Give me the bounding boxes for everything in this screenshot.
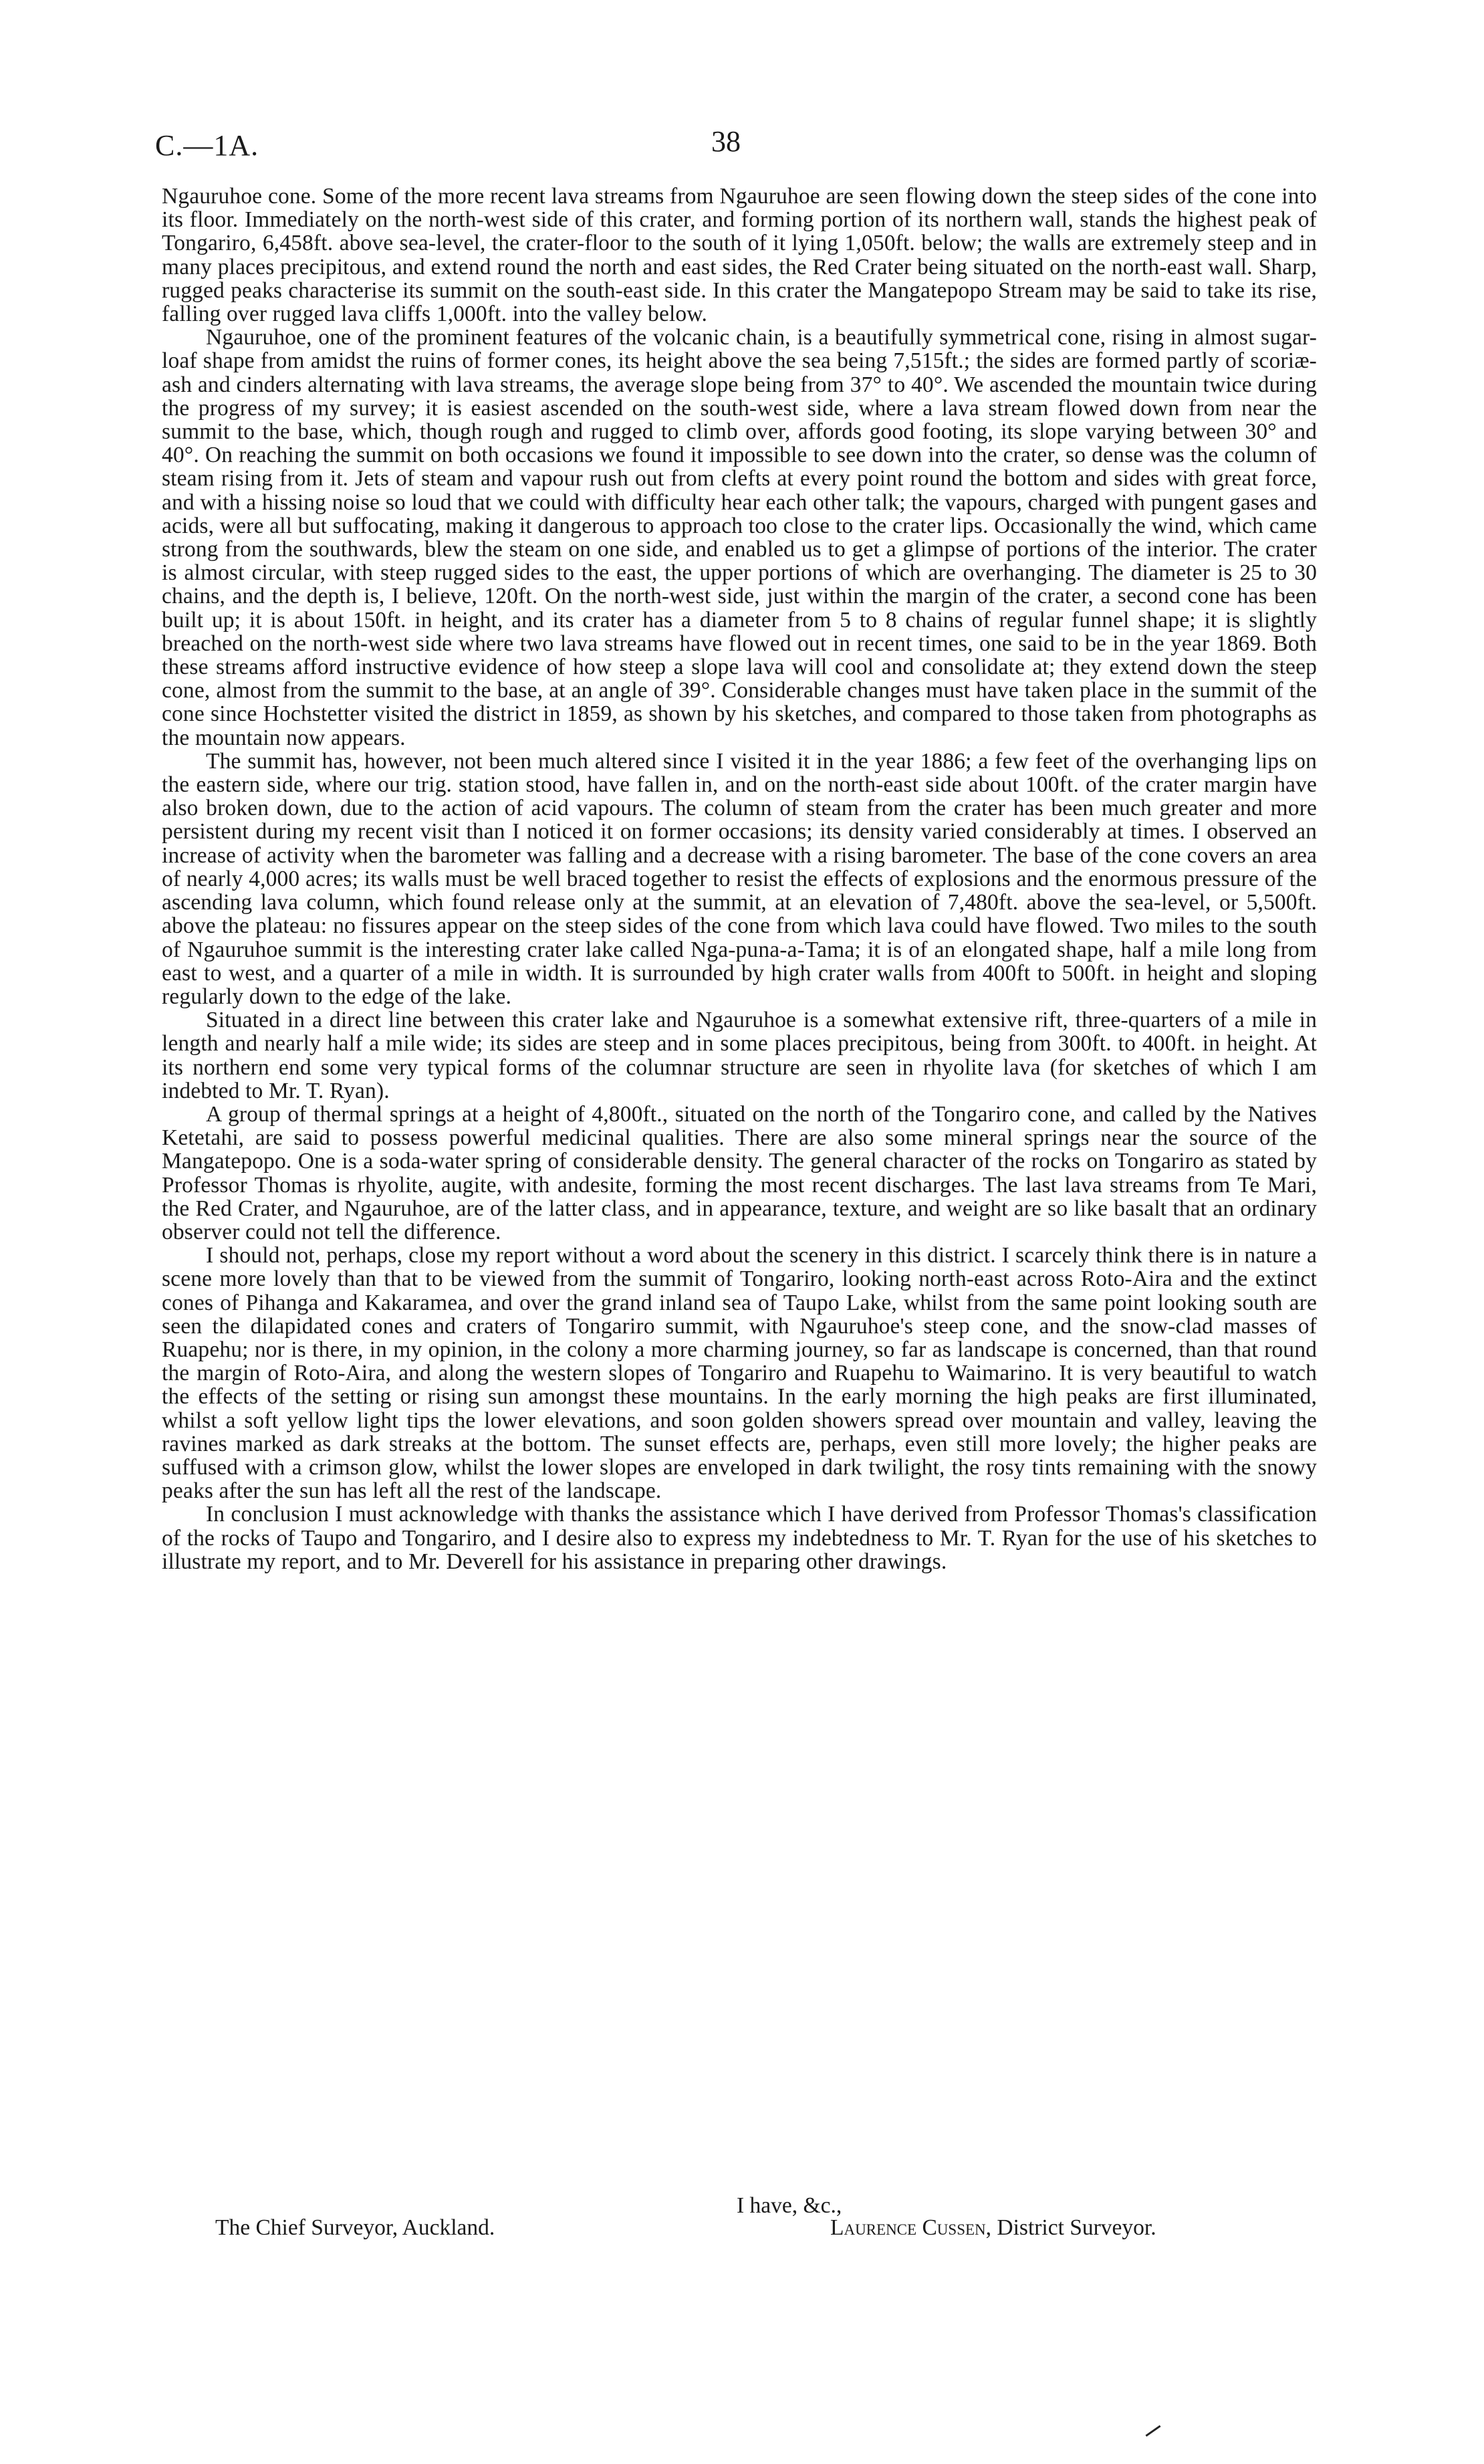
- paragraph-thermal-springs: A group of thermal springs at a height of 4,800ft., situated on the north of the Tongariro cone, and called by the Natives Ketetahi, are said to possess powerful medicinal qualities. There are also some mineral springs near the source of the Mangatepopo. One is a soda-water spring of considerable density. The general character of the rocks on Tongariro as stated by Professor Thomas is rhyolite, augite, with andesite, forming the most recent discharges. The last lava streams from Te Mari, the Red Crater, and Ngauruhoe, are of the latter class, and in appearance, texture, and weight are so like basalt that an ordinary observer could not tell the difference.: [162, 1101, 1317, 1244]
- signatory-name: Laurence Cussen: [830, 2215, 986, 2240]
- addressee: The Chief Surveyor, Auckland.: [215, 2215, 495, 2240]
- report-body: [162, 185, 1317, 1573]
- page-number: 38: [711, 125, 741, 158]
- paragraph-conclusion: In conclusion I must acknowledge with thanks the assistance which I have derived from Professor Thomas's classification of the rocks of Taupo and Tongariro, and I desire also to express my indebtedness to Mr. T. Ryan for the use of his sketches to illustrate my report, and to Mr. Deverell for his assistance in preparing other drawings.: [162, 1502, 1317, 1574]
- paragraph-scenery: I should not, perhaps, close my report without a word about the scenery in this district. I scarcely think there is in nature a scene more lovely than that to be viewed from the summit of Tongariro, looking north-east across Roto-Aira and the extinct cones of Pihanga and Kakaramea, and over the grand inland sea of Taupo Lake, whilst from the same point looking south are seen the dilapidated cones and craters of Tongariro summit, with Ngauruhoe's steep cone, and the snow-clad masses of Ruapehu; nor is there, in my opinion, in the colony a more charming journey, so far as landscape is concerned, than that round the margin of Roto-Aira, and along the western slopes of Tongariro and Ruapehu to Waimarino. It is very beautiful to watch the effects of the setting or rising sun amongst these mountains. In the early morning the high peaks are first illuminated, whilst a soft yellow light tips the lower elevations, and soon golden showers spread over mountain and valley, leaving the ravines marked as dark streaks at the bottom. The sunset effects are, perhaps, even still more lovely; the higher peaks are suffused with a crimson glow, whilst the lower slopes are enveloped in dark twilight, the rosy tints remaining with the snowy peaks after the sun has left all the rest of the landscape.: [162, 1243, 1317, 1504]
- signature: [830, 2215, 1156, 2241]
- stray-mark: [1145, 2425, 1160, 2437]
- paragraph-rift: Situated in a direct line between this crater lake and Ngauruhoe is a somewhat extensive rift, three-quarters of a mile in length and nearly half a mile wide; its sides are steep and in some places precipitous, being from 300ft. to 400ft. in height. At its northern end some very typical forms of the columnar structure are seen in rhyolite lava (for sketches of which I am indebted to Mr. T. Ryan).: [162, 1008, 1317, 1103]
- paragraph-ngauruhoe-cone: Ngauruhoe cone. Some of the more recent lava streams from Ngauruhoe are seen flowing down the steep sides of the cone into its floor. Immediately on the north-west side of this crater, and forming portion of its northern wall, stands the highest peak of Tongariro, 6,458ft. above sea-level, the crater-floor to the south of it lying 1,050ft. below; the walls are extremely steep and in many places precipitous, and extend round the north and east sides, the Red Crater being situated on the north-east wall. Sharp, rugged peaks characterise its summit on the south-east side. In this crater the Mangatepopo Stream may be said to take its rise, falling over rugged lava cliffs 1,000ft. into the valley below.: [162, 184, 1317, 327]
- signatory-title: , District Surveyor.: [985, 2215, 1156, 2240]
- paragraph-ngauruhoe-description: Ngauruhoe, one of the prominent features of the volcanic chain, is a beautifully symmetrical cone, rising in almost sugar-loaf shape from amidst the ruins of former cones, its height above the sea being 7,515ft.; the sides are formed partly of scoriæ-ash and cinders alternating with lava streams, the average slope being from 37° to 40°. We ascended the mountain twice during the progress of my survey; it is easiest ascended on the south-west side, where a lava stream flowed down from near the summit to the base, which, though rough and rugged to climb over, affords good footing, its slope varying between 30° and 40°. On reaching the summit on both occasions we found it impossible to see down into the crater, so dense was the column of steam rising from it. Jets of steam and vapour rush out from clefts at every point round the bottom and sides with great force, and with a hissing noise so loud that we could with difficulty hear each other talk; the vapours, charged with pungent gases and acids, were all but suffocating, making it dangerous to approach too close to the crater lips. Occasionally the wind, which came strong from the southwards, blew the steam on one side, and enabled us to get a glimpse of portions of the interior. The crater is almost circular, with steep rugged sides to the east, the upper portions of which are overhanging. The diameter is 25 to 30 chains, and the depth is, I believe, 120ft. On the north-west side, just within the margin of the crater, a second cone has been built up; it is about 150ft. in height, and its crater has a diameter from 5 to 8 chains of regular funnel shape; it is slightly breached on the north-west side where two lava streams have flowed out in recent times, one said to be in the year 1869. Both these streams afford instructive evidence of how steep a slope lava will cool and consolidate at; they extend down the steep cone, almost from the summit to the base, at an angle of 39°. Considerable changes must have taken place in the summit of the cone since Hochstetter visited the district in 1859, as shown by his sketches, and compared to those taken from photographs as the mountain now appears.: [162, 325, 1317, 750]
- paragraph-summit-changes: The summit has, however, not been much altered since I visited it in the year 1886; a few feet of the overhanging lips on the eastern side, where our trig. station stood, have fallen in, and on the north-east side about 100ft. of the crater margin have also broken down, due to the action of acid vapours. The column of steam from the crater has been much greater and more persistent during my recent visit than I noticed it on former occasions; its density varied considerably at times. I observed an increase of activity when the barometer was falling and a decrease with a rising barometer. The base of the cone covers an area of nearly 4,000 acres; its walls must be well braced together to resist the effects of explosions and the enormous pressure of the ascending lava column, which found release only at the summit, at an elevation of 7,480ft. above the sea-level, or 5,500ft. above the plateau: no fissures appear on the steep sides of the cone from which lava could have flowed. Two miles to the south of Ngauruhoe summit is the interesting crater lake called Nga-puna-a-Tama; it is of an elongated shape, half a mile long from east to west, and a quarter of a mile in width. It is surrounded by high crater walls from 400ft to 500ft. in height and sloping regularly down to the edge of the lake.: [162, 748, 1317, 1009]
- closing-salutation: I have, &c.,: [737, 2193, 842, 2218]
- document-id: C.—1A.: [155, 129, 259, 162]
